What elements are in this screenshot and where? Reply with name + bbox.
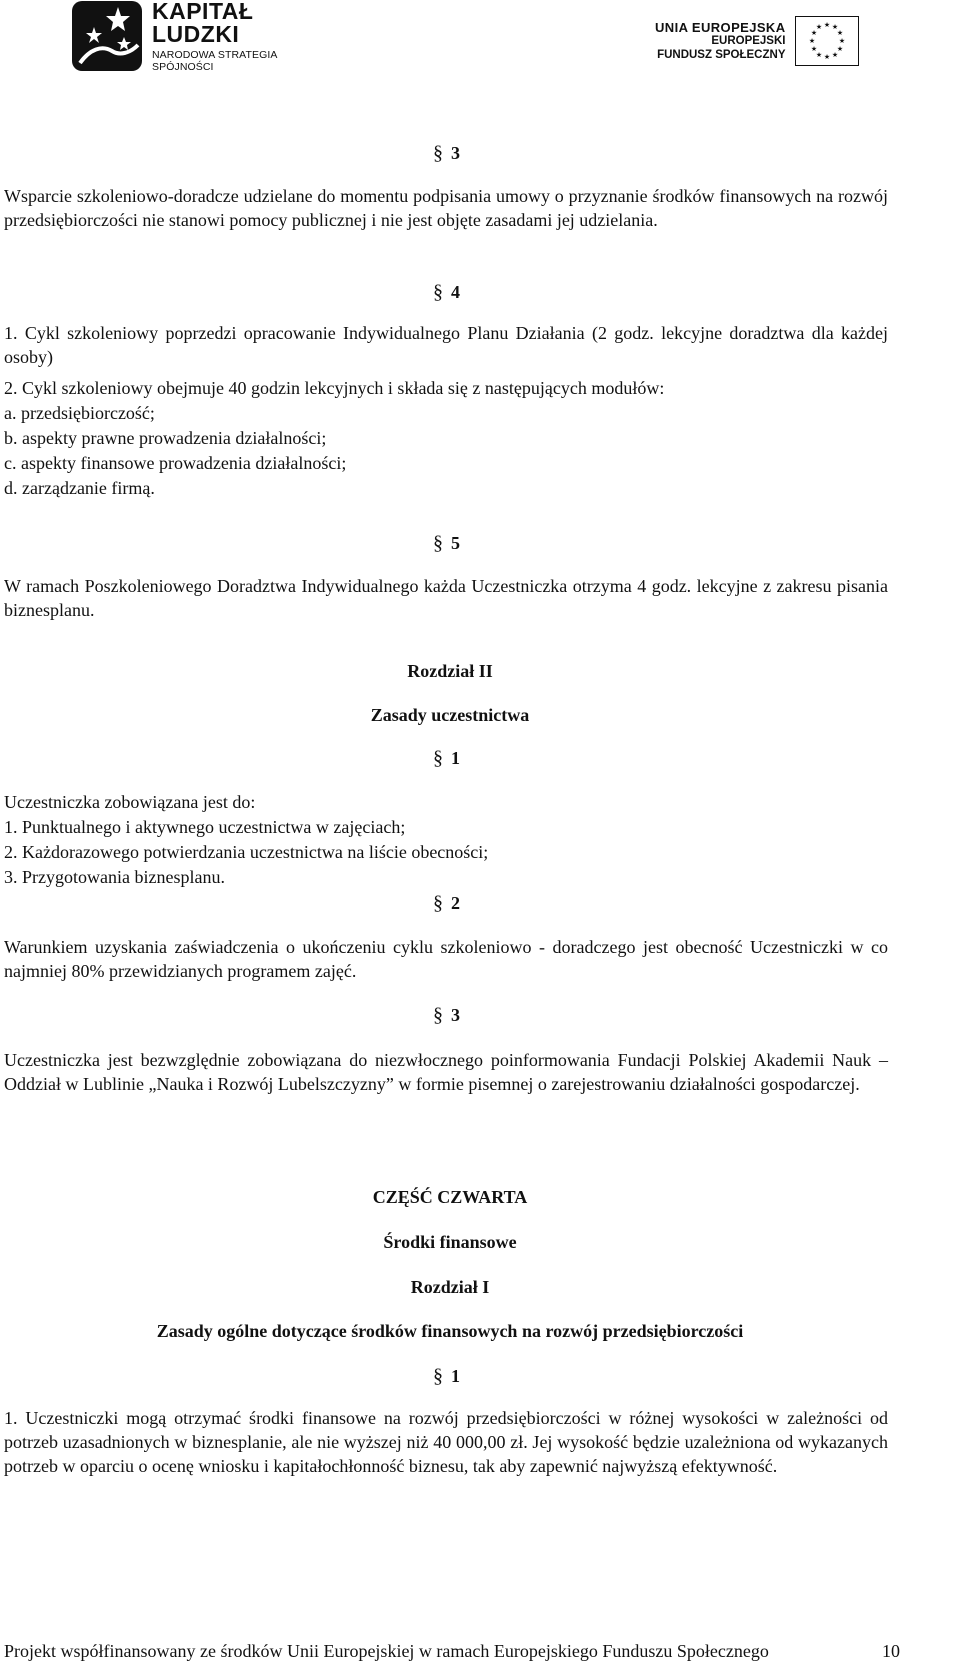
chapter-2-section-2-text: Warunkiem uzyskania zaświadczenia o ukończeniu cyklu szkoleniowo - doradczego jest obecność Uczestniczki w co najmniej 80% przewidzianych programem zajęć. bbox=[4, 937, 888, 981]
eu-flag-icon bbox=[795, 16, 859, 66]
chapter-2-subtitle: Zasady uczestnictwa bbox=[370, 705, 530, 725]
section-5-heading: § 5 bbox=[433, 532, 460, 554]
svg-text:★: ★ bbox=[824, 53, 831, 61]
kapital-ludzki-logo bbox=[72, 0, 332, 72]
kapital-ludzki-emblem-icon bbox=[72, 1, 142, 71]
chapter-2-section-3-heading: § 3 bbox=[433, 1004, 460, 1026]
svg-text:★: ★ bbox=[837, 29, 844, 37]
section-4-item-b: b. aspekty prawne prowadzenia działalności; bbox=[4, 428, 327, 448]
svg-text:★: ★ bbox=[824, 21, 831, 29]
svg-text:★: ★ bbox=[816, 51, 823, 59]
svg-text:★: ★ bbox=[811, 45, 818, 53]
section-3-heading: § 3 bbox=[433, 142, 460, 164]
section-4-item-2: 2. Cykl szkoleniowy obejmuje 40 godzin lekcyjnych i składa się z następujących modułów: bbox=[4, 378, 665, 398]
svg-text:★: ★ bbox=[837, 45, 844, 53]
part-4-section-1-heading: § 1 bbox=[433, 1365, 460, 1387]
chapter-2-section-2-heading: § 2 bbox=[433, 892, 460, 914]
svg-text:★: ★ bbox=[832, 51, 839, 59]
left-logo-subtitle: NARODOWA STRATEGIA SPÓJNOŚCI bbox=[152, 48, 277, 73]
section-4-item-c: c. aspekty finansowe prowadzenia działalności; bbox=[4, 453, 347, 473]
section-4-item-a: a. przedsiębiorczość; bbox=[4, 403, 155, 423]
right-logo-line2: EUROPEJSKI bbox=[711, 35, 786, 48]
right-logo-line1: UNIA EUROPEJSKA bbox=[655, 19, 786, 35]
part-4-section-1-text: 1. Uczestniczki mogą otrzymać środki finansowe na rozwój przedsiębiorczości w różnej wysokości w zależności od potrzeb uzasadnionych w biznesplanie, ale nie wyższej niż 40 000,00 zł. Jej wysokość będzie uzależniona od wykazanych potrzeb w oparciu o ocenę wniosku i kapitałochłonność biznesu, tak aby zapewnić najwyższą efektywność. bbox=[4, 1408, 888, 1476]
svg-text:★: ★ bbox=[816, 23, 823, 31]
left-logo-title: KAPITAŁ LUDZKI bbox=[152, 0, 254, 47]
svg-text:★: ★ bbox=[832, 23, 839, 31]
footer-text: Projekt współfinansowany ze środków Unii Europejskiej w ramach Europejskiego Funduszu Społecznego bbox=[4, 1641, 769, 1661]
chapter-2-section-3-text: Uczestniczka jest bezwzględnie zobowiązana do niezwłocznego poinformowania Fundacji Polskiej Akademii Nauk – Oddział w Lublinie „Nauka i Rozwój Lubelszczyzny” w formie pisemnej o zarejestrowaniu działalności gospodarczej. bbox=[4, 1050, 888, 1094]
part-4-subtitle: Środki finansowe bbox=[383, 1232, 517, 1252]
svg-text:★: ★ bbox=[809, 37, 816, 45]
svg-text:★: ★ bbox=[839, 37, 846, 45]
section-5-text: W ramach Poszkoleniowego Doradztwa Indywidualnego każda Uczestniczka otrzyma 4 godz. lekcyjne z zakresu pisania biznesplanu. bbox=[4, 576, 888, 620]
chapter-2-section-1-heading: § 1 bbox=[433, 747, 460, 769]
section-4-heading: § 4 bbox=[433, 281, 460, 303]
section-4-item-1: 1. Cykl szkoleniowy poprzedzi opracowanie Indywidualnego Planu Działania (2 godz. lekcyjne doradztwa dla każdej osoby) bbox=[4, 323, 888, 367]
part-4-chapter-1-subtitle: Zasady ogólne dotyczące środków finansowych na rozwój przedsiębiorczości bbox=[156, 1321, 744, 1341]
chapter-2-section-1-item-2: 2. Każdorazowego potwierdzania uczestnictwa na liście obecności; bbox=[4, 842, 489, 862]
right-logo-line3: FUNDUSZ SPOŁECZNY bbox=[657, 48, 786, 61]
chapter-2-title: Rozdział II bbox=[407, 661, 493, 681]
chapter-2-section-1-item-3: 3. Przygotowania biznesplanu. bbox=[4, 867, 225, 887]
chapter-2-section-1-item-1: 1. Punktualnego i aktywnego uczestnictwa w zajęciach; bbox=[4, 817, 406, 837]
section-3-text: Wsparcie szkoleniowo-doradcze udzielane do momentu podpisania umowy o przyznanie środków finansowych na rozwój przedsiębiorczości nie stanowi pomocy publicznej i nie jest objęte zasadami jej udzielania. bbox=[4, 186, 888, 230]
svg-text:★: ★ bbox=[811, 29, 818, 37]
chapter-2-section-1-intro: Uczestniczka zobowiązana jest do: bbox=[4, 792, 256, 812]
part-4-chapter-1-title: Rozdział I bbox=[410, 1277, 490, 1297]
section-4-item-d: d. zarządzanie firmą. bbox=[4, 478, 155, 498]
page-number: 10 bbox=[882, 1641, 900, 1661]
part-4-title: CZĘŚĆ CZWARTA bbox=[372, 1187, 528, 1207]
unia-europejska-logo bbox=[655, 10, 859, 72]
